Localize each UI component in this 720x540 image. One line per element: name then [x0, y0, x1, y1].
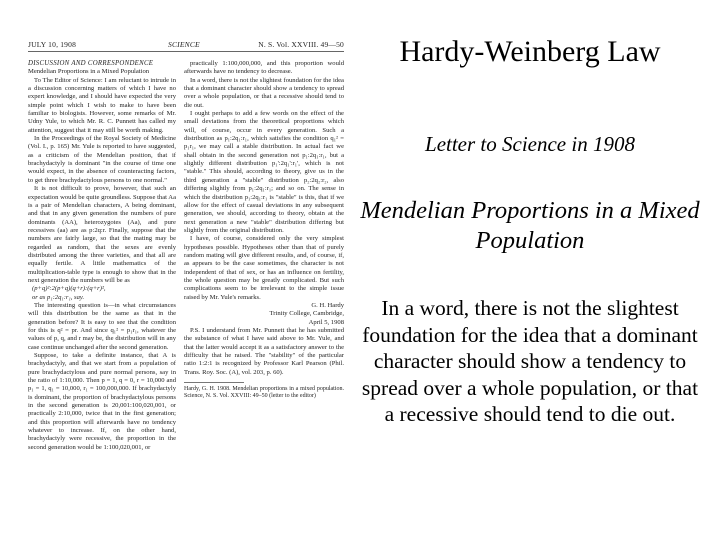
scan-section-title: DISCUSSION AND CORRESPONDENCE — [28, 60, 154, 67]
scan-citation: Hardy, G. H. 1908. Mendelian proportions in a mixed population. Science, N. S. Vol. XXVIII: 49–50 (letter to the editor) — [184, 386, 344, 400]
scan-signature-date: April 5, 1908 — [308, 318, 344, 326]
scan-header-journal: SCIENCE — [168, 40, 200, 49]
scan-column-right — [184, 60, 344, 515]
scan-paragraph: Suppose, to take a definite instance, that A is brachydactyly, and that we start from a population of pure brachydactylous and pure normal persons, say in the ratio of 1:10,000. Then p = 1, q = 0, r = 10,000 and p₁ = 1, q₁ = 10,000, r₁ = 100,000,000. If brachydactyly is dominant, the proportion of brachydactylous persons in the second generation is 20,001:100,020,001, or practically 2:10,000, twice that in the first generation; and this proportion will afterwards have no tendency whatever to increase. If, on the other hand, brachydactyly were recessive, the proportion in the second generation would be 1:100,020,001, or — [28, 352, 176, 451]
scan-formula: (p+q)²:2(p+q)(q+r):(q+r)², — [32, 285, 106, 293]
key-quote: In a word, there is not the slightest foundation for the idea that a dominant character should show a tendency to spread over a whole population, or that a recessive should tend to die out. — [361, 296, 699, 426]
scan-paragraph: I ought perhaps to add a few words on the effect of the small deviations from the theoretical proportions which will, of course, occur in every generation. Such a distribution as p₁:2q₁:r₁, which satisfies the condition q₁² = p₁r₁, we may call a stable distribution. In actual fact we shall obtain in the second generation not p₁:2q₁:r₁, but a slightly different distribution p₁':2q₁':r₁', which is not "stable." This should, according to theory, give us in the third generation a "stable" distribution p₂:2q₂:r₂, also differing slightly from p₁:2q₁:r₁; and so on. The sense in which the distribution p₁:2q₁:r₁ is "stable" is this, that if we allow for the effect of casual deviations in any subsequent generation, we should, according to theory, obtain at the next generation a new "stable" distribution differing but slightly from the original distribution. — [184, 110, 344, 234]
scan-paragraph: To The Editor of Science: I am reluctant to intrude in a discussion concerning matters of which I have no expert knowledge, and I should have expected the very simple point which I wish to make to have been familiar to biologists. However, some remarks of Mr. Udny Yule, to which Mr. R. C. Punnett has called my attention, suggest that it may still be worth making. — [28, 76, 176, 134]
scan-header-volume: N. S. Vol. XXVIII. 49—50 — [258, 40, 344, 49]
scan-paragraph: I have, of course, considered only the very simplest hypotheses possible. Hypotheses other than that of purely random mating will give different results, and, of course, if, as appears to be the case sometimes, the character is not independent of that of sex, or has an influence on fertility, the whole question may be greatly complicated. But such complications seem to be irrelevant to the simple issue raised by Mr. Yule's remarks. — [184, 235, 344, 301]
article-title: Mendelian Proportions in a Mixed Population — [360, 197, 700, 254]
scan-column-left — [28, 60, 176, 515]
scan-paragraph: In a word, there is not the slightest foundation for the idea that a dominant character should show a tendency to spread over a whole population, or that a recessive should tend to die out. — [184, 76, 344, 109]
scan-formula-note: or as p₁:2q₁:r₁, say. — [32, 293, 85, 301]
scan-paragraph: The interesting question is—in what circumstances will this distribution be the same as that in the generation before? It is easy to see that the condition for this is q² = pr. And since q₁² = p₁r₁, whatever the values of p, q, and r may be, the distribution will in any case continue unchanged after the second generation. — [28, 301, 176, 351]
scan-postscript: P.S. I understand from Mr. Punnett that he has submitted the substance of what I have said above to Mr. Yule, and that the latter would accept it as a satisfactory answer to the difficulty that he raised. The "stability" of the particular ratio 1:2:1 is recognized by Professor Karl Pearson (Phil. Trans. Roy. Soc. (A), vol. 203, p. 60). — [184, 327, 344, 376]
scan-paragraph: In the Proceedings of the Royal Society of Medicine (Vol. I., p. 165) Mr. Yule is reported to have suggested, as a criticism of the Mendelian position, that if brachydactyly is dominant "in the course of time one would expect, in the absence of counteracting factors, to get three brachydactylous persons to one normal." — [28, 135, 176, 184]
scan-header-date: JULY 10, 1908 — [28, 40, 77, 49]
scan-signature-name: G. H. Hardy — [311, 301, 344, 309]
scan-letter-heading: Mendelian Proportions in a Mixed Population — [28, 68, 150, 76]
scan-signature-place: Trinity College, Cambridge, — [269, 310, 344, 318]
scan-citation-rule — [184, 382, 244, 383]
scan-paragraph: It is not difficult to prove, however, that such an expectation would be quite groundless. Suppose that Aa is a pair of Mendelian characters, A being dominant, and that in any given generation the numbers of pure dominants (AA), heterozygotes (Aa), and pure recessives (aa) are as p:2q:r. Finally, suppose that the numbers are fairly large, so that the mating may be regarded as random, that the sexes are evenly distributed among the three varieties, and that all are equally fertile. A little mathematics of the multiplication-table type is enough to show that in the next generation the numbers will be as — [28, 185, 176, 284]
scan-header-rule — [28, 51, 344, 52]
slide-title: Hardy-Weinberg Law — [399, 35, 661, 68]
scanned-letter-image — [20, 40, 350, 518]
scan-paragraph: practically 1:100,000,000, and this proportion would afterwards have no tendency to decrease. — [184, 60, 344, 76]
slide-subtitle: Letter to Science in 1908 — [425, 132, 635, 156]
